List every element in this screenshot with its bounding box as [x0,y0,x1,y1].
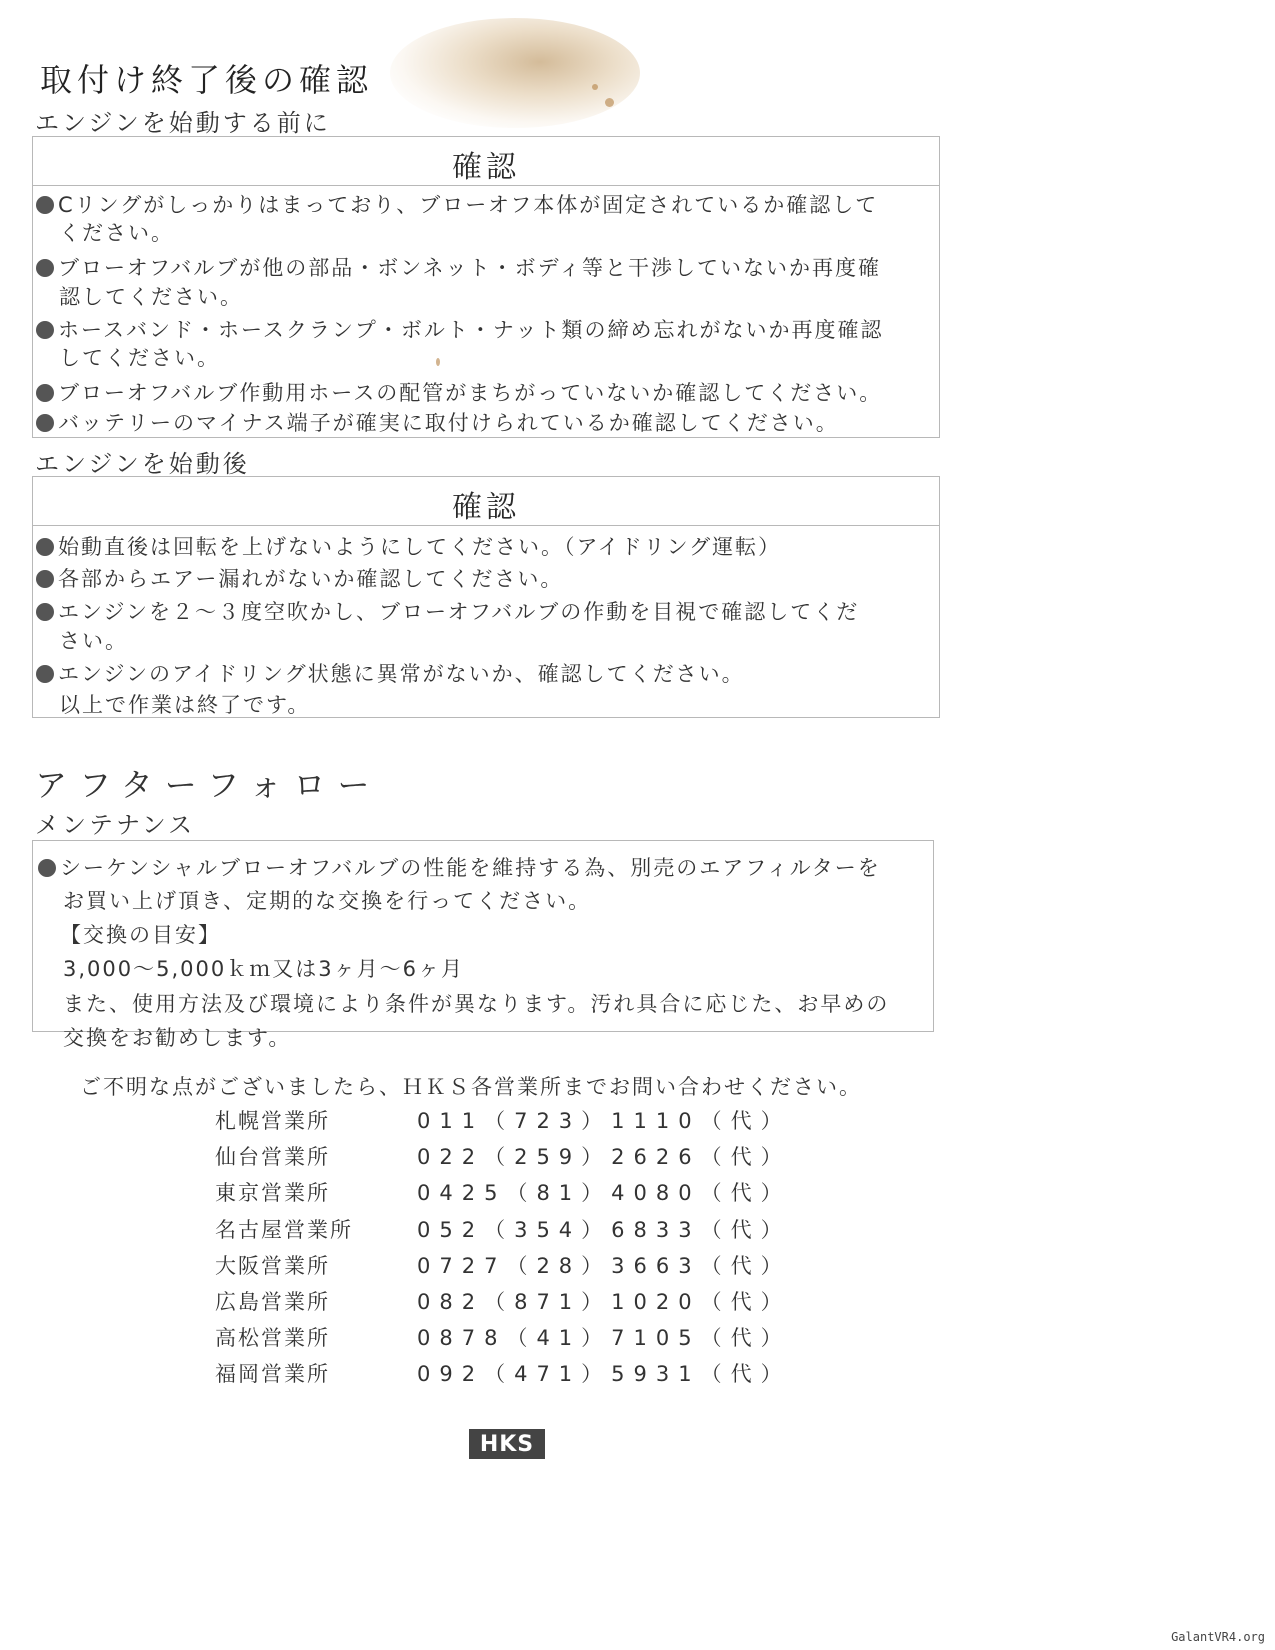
check-item: エンジンのアイドリング状態に異常がないか、確認してください。 [36,658,745,688]
office-phone: 022（259）2626（代） [417,1145,791,1169]
maintenance-item: シーケンシャルブローオフバルブの性能を維持する為、別売のエアフィルターを [38,852,881,882]
replacement-guide-label: 【交換の目安】 [60,923,221,947]
bullet-icon [36,259,54,277]
stain-spot [592,84,598,90]
check-item: 各部からエアー漏れがないか確認してください。 [36,563,563,593]
office-name: 東京営業所 [215,1181,330,1205]
office-phone: 052（354）6833（代） [417,1218,791,1242]
bullet-icon [36,538,54,556]
check-item: ホースバンド・ホースクランプ・ボルト・ナット類の締め忘れがないか再度確認 [36,314,883,344]
contact-intro: ご不明な点がございましたら、ＨＫＳ各営業所までお問い合わせください。 [80,1075,862,1099]
office-name: 札幌営業所 [215,1109,330,1133]
replacement-interval: 3,000～5,000ｋｍ又は3ヶ月～6ヶ月 [63,957,464,981]
check-item: バッテリーのマイナス端子が確実に取付けられているか確認してください。 [36,407,839,437]
bullet-icon [36,414,54,432]
office-phone: 011（723）1110（代） [417,1109,791,1133]
bullet-icon [36,196,54,214]
check-item: ブローオフバルブが他の部品・ボンネット・ボディ等と干渉していないか再度確 [36,252,881,282]
office-name: 高松営業所 [215,1326,330,1350]
check-item: 始動直後は回転を上げないようにしてください。（アイドリング運転） [36,531,781,561]
office-phone: 082（871）1020（代） [417,1290,791,1314]
office-name: 大阪営業所 [215,1254,330,1278]
office-phone: 0878（41）7105（代） [417,1326,791,1350]
before-start-heading: エンジンを始動する前に [35,109,331,137]
check-item: エンジンを２～３度空吹かし、ブローオフバルブの作動を目視で確認してくだ [36,596,859,626]
check-item-continued: さい。 [59,629,128,653]
after-start-heading: エンジンを始動後 [35,450,250,478]
office-phone: 0727（28）3663（代） [417,1254,791,1278]
office-name: 広島営業所 [215,1290,330,1314]
maintenance-heading: メンテナンス [35,811,196,839]
site-watermark: GalantVR4.org [1171,1630,1265,1644]
office-name: 仙台営業所 [215,1145,330,1169]
office-name: 福岡営業所 [215,1362,330,1386]
bullet-icon [36,603,54,621]
office-phone: 0425（81）4080（代） [417,1181,791,1205]
maintenance-text: また、使用方法及び環境により条件が異なります。汚れ具合に応じた、お早めの [63,992,890,1016]
completion-note: 以上で作業は終了です。 [59,693,311,717]
office-name: 名古屋営業所 [215,1218,353,1242]
bullet-icon [36,570,54,588]
after-follow-title: アフターフォロー [35,766,382,804]
check-item-continued: 認してください。 [59,285,243,309]
check-item: ブローオフバルブ作動用ホースの配管がまちがっていないか確認してください。 [36,377,882,407]
stain-spot [605,98,614,107]
bullet-icon [36,665,54,683]
page-title: 取付け終了後の確認 [40,61,374,99]
check-item-continued: ください。 [59,221,174,245]
maintenance-text: お買い上げ頂き、定期的な交換を行ってください。 [63,889,592,913]
before-start-box-title: 確認 [452,150,520,185]
maintenance-text: 交換をお勧めします。 [63,1026,292,1050]
hks-logo: HKS [469,1429,545,1459]
bullet-icon [36,321,54,339]
box-divider [33,185,939,186]
paper-stain [390,18,640,128]
box-divider [33,525,939,526]
bullet-icon [36,384,54,402]
check-item-continued: してください。 [59,346,220,370]
check-item: Cリングがしっかりはまっており、ブローオフ本体が固定されているか確認して [36,189,878,219]
office-phone: 092（471）5931（代） [417,1362,791,1386]
after-start-box-title: 確認 [452,490,520,525]
bullet-icon [38,859,56,877]
